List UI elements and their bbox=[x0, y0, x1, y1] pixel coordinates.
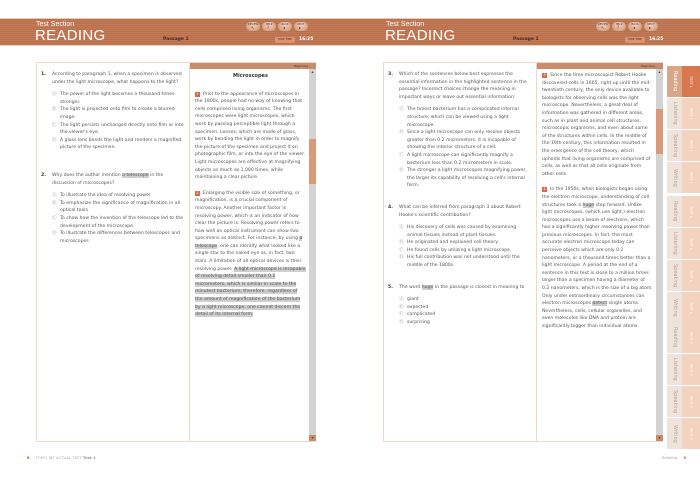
next-button[interactable]: NEXT ▸ bbox=[294, 22, 308, 31]
question-2: 2. Why does the author mention a telescope in the discussion of microscopes? Ⓐ To illustrate the idea of resolving power Ⓑ To emphasize the significance of magnification in all optical tools Ⓒ To show how the invention of the telescope led to the development of the microscope Ⓓ To illustrate the differences between telescopes and microscopes bbox=[41, 172, 184, 244]
option-a[interactable]: Ⓐ giant bbox=[399, 297, 419, 303]
test-frame bbox=[383, 62, 663, 442]
radio-icon[interactable]: Ⓑ bbox=[399, 130, 404, 136]
section-title: READING bbox=[385, 27, 456, 44]
question-icon: ? bbox=[267, 25, 270, 30]
radio-icon[interactable]: Ⓓ bbox=[52, 231, 57, 237]
help-button[interactable]: HELP ? bbox=[262, 22, 276, 31]
question-column bbox=[37, 63, 189, 441]
question-text: According to paragraph 1, when a specimen is observed under the light microscope, what happens to the light? bbox=[52, 72, 182, 85]
tab-speaking[interactable]: Speaking bbox=[667, 386, 682, 418]
scroll-thumb[interactable] bbox=[656, 109, 663, 154]
option-c[interactable]: Ⓒ To show how the invention of the telescope led to the development of the microscope bbox=[52, 215, 184, 229]
tab-test-label[interactable]: TEST 2 bbox=[682, 228, 700, 260]
tab-reading[interactable]: Reading bbox=[667, 322, 682, 354]
passage-text bbox=[190, 69, 310, 441]
passage-label: Passage 1 bbox=[513, 37, 539, 42]
tab-reading[interactable]: Reading bbox=[667, 196, 682, 228]
highlighted-phrase: a telescope bbox=[122, 172, 149, 178]
passage-scrollbar[interactable] bbox=[309, 69, 316, 441]
option-b[interactable]: Ⓑ To emphasize the significance of magnification in all optical tools bbox=[52, 200, 181, 214]
tab-listening[interactable]: Listening bbox=[667, 354, 682, 386]
side-tabs-test-2 bbox=[667, 196, 700, 324]
passage-text bbox=[537, 69, 657, 441]
question-text: What can be inferred from paragraph 3 about Robert Hooke's scientific contribution? bbox=[399, 204, 521, 218]
passage-title: Microscopes bbox=[233, 73, 268, 79]
option-c[interactable]: Ⓒ complicated bbox=[399, 312, 436, 318]
header-bar bbox=[0, 18, 350, 46]
paragraph-marker: 1 bbox=[196, 91, 199, 96]
question-text: Which of the sentences below best expresses the essential information in the highlighted sentence in the passage? Incorrect choices change the meaning in important ways or leave out essential information. bbox=[399, 72, 527, 100]
arrow-right-icon: ▸ bbox=[299, 25, 302, 30]
tab-writing[interactable]: Writing bbox=[667, 162, 682, 194]
radio-icon[interactable]: Ⓐ bbox=[52, 92, 57, 98]
option-a[interactable]: Ⓐ His discovery of cells was caused by examining animal tissues instead of plant tissues. bbox=[399, 225, 517, 238]
highlighted-word: detect bbox=[592, 301, 608, 307]
radio-icon[interactable]: Ⓑ bbox=[52, 200, 57, 206]
option-d[interactable]: Ⓓ A glass lens bends the light and renders a magnified picture of the specimen. bbox=[52, 137, 182, 151]
page-footer: Reading 9 bbox=[661, 455, 686, 460]
arrow-left-icon: ◂ bbox=[633, 25, 636, 30]
option-b[interactable]: Ⓑ expected bbox=[399, 304, 429, 310]
highlighted-sentence: A light microscope is incapable of resolving detail smaller than 0.2 micrometers, which is similar in scale to the minutest bacterium; therefore, regardless of the amount of magnification of the bacterium by a light microscope, one cannot discern the detail of its internal form. bbox=[195, 266, 306, 318]
header-bar bbox=[350, 18, 700, 46]
section-label: Test Section bbox=[386, 21, 425, 28]
option-d[interactable]: Ⓓ surprising bbox=[399, 320, 430, 326]
tab-speaking[interactable]: Speaking bbox=[667, 260, 682, 292]
passage-label: Passage 1 bbox=[163, 37, 189, 42]
option-c[interactable]: Ⓒ He found cells by utilizing a light microscope. bbox=[399, 247, 512, 253]
highlighted-word: huge bbox=[421, 284, 434, 290]
question-5: 5. The word huge in the passage is closest in meaning to Ⓐ giant Ⓑ expected Ⓒ complicated Ⓓ surprising bbox=[388, 284, 532, 327]
scroll-thumb[interactable] bbox=[309, 139, 316, 184]
side-tabs-test-3 bbox=[667, 322, 700, 450]
radio-icon[interactable]: Ⓐ bbox=[52, 193, 57, 199]
option-b[interactable]: Ⓑ The light is projected onto film to create a blurred image. bbox=[52, 107, 175, 120]
tab-reading[interactable]: Reading bbox=[667, 66, 682, 98]
option-b[interactable]: Ⓑ He originated and explained cell theory. bbox=[399, 240, 499, 246]
cursor-icon: ↖ bbox=[601, 25, 605, 30]
tab-test-label[interactable]: TEST 3 bbox=[682, 354, 700, 386]
radio-icon[interactable]: Ⓒ bbox=[52, 215, 57, 221]
paragraph-marker: 3 bbox=[543, 73, 546, 77]
option-a[interactable]: Ⓐ The tiniest bacterium has a complicated internal structure, which can be viewed using a light microscope. bbox=[399, 107, 519, 128]
radio-icon[interactable]: Ⓓ bbox=[399, 320, 404, 326]
scroll-up-icon[interactable]: ▴ bbox=[311, 69, 314, 74]
tab-test-label[interactable]: TEST 2 bbox=[682, 292, 700, 324]
option-b[interactable]: Ⓑ Since a light microscope can only resolve objects greater than 0.2 micrometers, it is incapable of showing the interior structure of a cell. bbox=[399, 130, 521, 151]
radio-icon[interactable]: Ⓓ bbox=[399, 168, 404, 174]
arrow-right-icon: ▸ bbox=[649, 25, 652, 30]
section-title: READING bbox=[35, 27, 106, 44]
radio-icon[interactable]: Ⓐ bbox=[399, 225, 404, 231]
review-button[interactable]: REVIEW ↖ bbox=[247, 23, 259, 30]
passage-column bbox=[189, 63, 316, 441]
back-button[interactable]: BACK ◂ bbox=[628, 22, 642, 31]
radio-icon[interactable]: Ⓑ bbox=[399, 240, 404, 246]
paragraph-marker: 2 bbox=[196, 190, 199, 195]
radio-icon[interactable]: Ⓐ bbox=[399, 297, 404, 303]
option-c[interactable]: Ⓒ The light persists unchanged directly onto film or into the viewer's eye. bbox=[52, 122, 184, 136]
option-a[interactable]: Ⓐ To illustrate the idea of resolving power bbox=[52, 193, 151, 199]
question-4: 4. What can be inferred from paragraph 3 about Robert Hooke's scientific contribution? Ⓐ His discovery of cells was caused by examining animal tissues instead of plant tissues. Ⓑ He originated and explained cell theory. Ⓒ He found cells by utilizing a light microscope. Ⓓ His full contribution was not understood until the middle of the 1800s. bbox=[388, 204, 532, 270]
tab-test-label[interactable]: TEST 1 bbox=[682, 130, 700, 162]
question-text: Why does the author mention a telescope in the discussion of microscopes? bbox=[52, 172, 164, 186]
right-page bbox=[350, 0, 700, 478]
tab-listening[interactable]: Listening bbox=[667, 98, 682, 130]
radio-icon[interactable]: Ⓒ bbox=[52, 122, 57, 128]
question-column bbox=[384, 63, 536, 441]
question-text: The word huge in the passage is closest in meaning to bbox=[399, 284, 525, 290]
radio-icon[interactable]: Ⓒ bbox=[399, 152, 404, 158]
option-a[interactable]: Ⓐ The power of the light becomes a thousand times stronger. bbox=[52, 92, 175, 105]
side-tabs-test-1 bbox=[667, 66, 700, 194]
tab-writing[interactable]: Writing bbox=[667, 292, 682, 324]
radio-icon[interactable]: Ⓑ bbox=[399, 304, 404, 310]
highlighted-phrase: a telescope bbox=[195, 236, 303, 249]
timer: 16:25 bbox=[649, 37, 664, 42]
tab-test-label[interactable]: TEST 1 bbox=[682, 98, 700, 130]
highlighted-word: huge bbox=[582, 202, 595, 208]
tab-test-label[interactable]: TEST 3 bbox=[682, 322, 700, 354]
test-frame bbox=[36, 62, 316, 442]
section-label: Test Section bbox=[36, 21, 75, 28]
help-button[interactable]: HELP ? bbox=[612, 22, 626, 31]
timer: 16:25 bbox=[299, 37, 314, 42]
paragraph-4: 4 In the 1950s, when biologists began using the electron microscope, understanding of cell structures took a huge step forward. Unlike light microscopes, (which use light,) electron microscopes use a beam of electrons, which has a significantly higher resolving power than previous microscopes. In fact, the most accurate electron microscope today can perceive objects which are only 0.2 nanometers, or a thousand times better than a light microscope. A period at the end of a sentence in this text is close to a million times larger than a specimen having a diameter of 0.2 nanometers, which is the size of a big atom. Only under extraordinary circumstances can electron microscopes detect single atoms. Nevertheless, cells, cellular organelles, and even molecules like DNA and protein are significantly bigger than individual atoms. bbox=[542, 187, 653, 329]
paragraph-2: 2 Enlarging the visible size of something, or magnification, is a crucial component of microscopy. Another important factor is resolving power, which is an indicator of how clear the picture is. Resolving power refers to how well an optical instrument can show two specimens as distinct. For instance, by using a telescope, one can identify what looked like a single star to the naked eye as, in fact, two stars. A limitation of all optical devices is their resolving power. A light microscope is incapable of resolving detail smaller than 0.2 micrometers, which is similar in scale to the minutest bacterium; therefore, regardless of the amount of magnification of the bacterium by a light microscope, one cannot discern the detail of its internal form. bbox=[195, 190, 306, 318]
page-footer: 8 TOEFL iBT ACTUAL TEST Test 1 bbox=[27, 455, 96, 460]
paragraph-1: 1 Prior to the appearance of microscopes in the 1800s, people had no way of knowing that cells comprised living organisms. The first microscopes were light microscopes, which work by passing perceptible light through a specimen. Lenses, which are made of glass, work by bending the light in order to magnify the picture of the specimen and project it on photographic film, or into the eye of the viewer. Light microscopes are effective at magnifying objects as much as 1,000 times, while maintaining a clear picture. bbox=[195, 91, 305, 181]
radio-icon[interactable]: Ⓑ bbox=[52, 107, 57, 113]
scroll-up-icon[interactable]: ▴ bbox=[658, 69, 661, 74]
passage-scrollbar[interactable] bbox=[656, 69, 663, 441]
beginning-bar: Beginning bbox=[537, 63, 663, 69]
page-number: 8 bbox=[27, 455, 30, 460]
radio-icon[interactable]: Ⓓ bbox=[52, 137, 57, 143]
review-button[interactable]: REVIEW ↖ bbox=[597, 23, 609, 30]
radio-icon[interactable]: Ⓒ bbox=[399, 312, 404, 318]
passage-column bbox=[536, 63, 663, 441]
question-1: 1. According to paragraph 1, when a specimen is observed under the light microscope, what happens to the light? Ⓐ The power of the light becomes a thousand times stronger. Ⓑ The light is projected onto film to create a blurred image. Ⓒ The light persists unchanged directly onto film or into the viewer's eye. Ⓓ A glass lens bends the light and renders a magnified picture of the specimen. bbox=[41, 72, 184, 151]
scroll-down-icon[interactable]: ▾ bbox=[656, 435, 663, 441]
tab-listening[interactable]: Listening bbox=[667, 228, 682, 260]
tab-test-label[interactable]: TEST 2 bbox=[682, 196, 700, 228]
option-d[interactable]: Ⓓ To illustrate the differences between telescopes and microscopes bbox=[52, 231, 180, 244]
arrow-left-icon: ◂ bbox=[283, 25, 286, 30]
question-3: 3. Which of the sentences below best expresses the essential information in the highlighted sentence in the passage? Incorrect choices change the meaning in important ways or leave out essential information. Ⓐ The tiniest bacterium has a complicated internal structure, which can be viewed using a light microscope. Ⓑ Since a light microscope can only resolve objects greater than 0.2 micrometers, it is incapable of showing the interior structure of a cell. Ⓒ A light microscope can significantly magnify a bacterium less than 0.2 micrometers in scale. Ⓓ The stronger a light microscopes magnifying power, the larger its capability of resolving a cell's internal form. bbox=[388, 71, 532, 190]
tab-test-label[interactable]: TEST 3 bbox=[682, 386, 700, 418]
tab-test-label[interactable]: TEST 1 bbox=[682, 66, 700, 98]
question-icon: ? bbox=[617, 25, 620, 30]
tab-test-label[interactable]: TEST 2 bbox=[682, 260, 700, 292]
tab-test-label[interactable]: TEST 1 bbox=[682, 162, 700, 194]
next-button[interactable]: NEXT ▸ bbox=[644, 22, 658, 31]
option-c[interactable]: Ⓒ A light microscope can significantly magnify a bacterium less than 0.2 micrometers in scale. bbox=[399, 152, 513, 166]
hide-time-button[interactable]: HIDE TIME bbox=[275, 37, 295, 43]
option-d[interactable]: Ⓓ The stronger a light microscopes magnifying power, the larger its capability of resolving a cell's internal form. bbox=[399, 168, 527, 189]
beginning-bar: Beginning bbox=[190, 63, 316, 69]
tab-speaking[interactable]: Speaking bbox=[667, 130, 682, 162]
scroll-down-icon[interactable]: ▾ bbox=[309, 435, 316, 441]
option-d[interactable]: Ⓓ His full contribution was not understood until the middle of the 1800s. bbox=[399, 255, 520, 269]
tab-test-label[interactable]: TEST 3 bbox=[682, 418, 700, 450]
radio-icon[interactable]: Ⓐ bbox=[399, 107, 404, 113]
cursor-icon: ↖ bbox=[251, 25, 255, 30]
hide-time-button[interactable]: HIDE TIME bbox=[625, 37, 645, 43]
back-button[interactable]: BACK ◂ bbox=[278, 22, 292, 31]
radio-icon[interactable]: Ⓓ bbox=[399, 255, 404, 261]
paragraph-marker: 4 bbox=[543, 187, 546, 192]
radio-icon[interactable]: Ⓒ bbox=[399, 247, 404, 253]
page-number: 9 bbox=[683, 455, 686, 460]
tab-writing[interactable]: Writing bbox=[667, 418, 682, 450]
paragraph-3: 3 Since the time microscopist Robert Hooke discovered cells in 1665, right up until the mid-twentieth century, the only device available to biologists for observing cells was the light microscope. Nevertheless, a great deal of information was gathered in different areas, such as in plant and animal cell structures, microscopic organisms, and even about some of the structures within cells. In the middle of the 19th century, this information resulted in the emergence of the cell theory, which upholds that living organisms are comprised of cells, as well as that all cells originate from other cells. bbox=[542, 73, 651, 177]
